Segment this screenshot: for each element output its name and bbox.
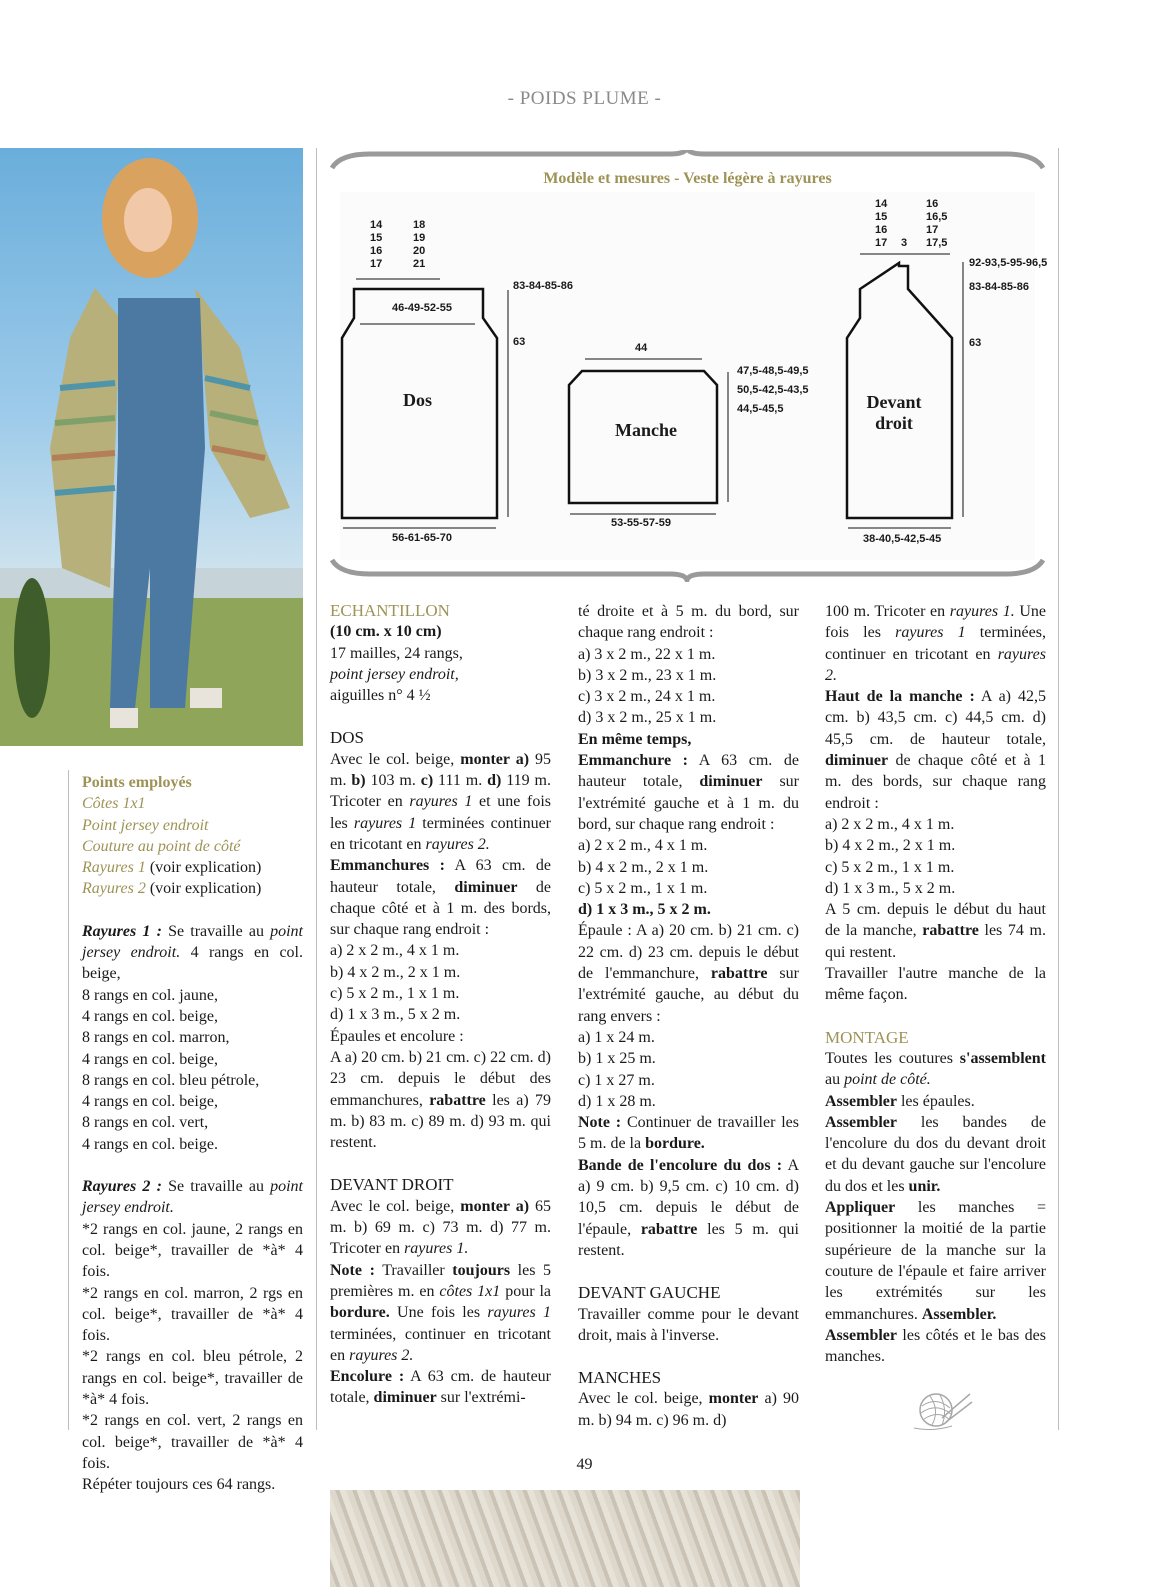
ray1-text2: 4 rangs en col. beige, bbox=[82, 944, 303, 983]
ray2-line: *2 rangs en col. jaune, 2 rangs en col. beige*, travailler de *à* 4 fois. bbox=[82, 1220, 303, 1281]
t: toujours bbox=[452, 1261, 511, 1279]
manche-label: Manche bbox=[615, 420, 677, 440]
point-jersey: Point jersey endroit bbox=[82, 816, 209, 834]
t: rayures 2. bbox=[825, 645, 1046, 684]
meme-temps: En même temps, bbox=[578, 730, 692, 748]
t: pour la bbox=[500, 1282, 552, 1300]
t: rayures 1 bbox=[409, 793, 473, 811]
t: diminuer bbox=[825, 752, 889, 770]
t: A a) 42,5 cm. b) 43,5 cm. c) 44,5 cm. d) 45,5 cm. de hauteur totale, bbox=[825, 688, 1046, 748]
col4-line: c) 5 x 2 m., 1 x 1 m. bbox=[825, 858, 955, 876]
ray2-line: *2 rangs en col. vert, 2 rangs en col. beige*, travailler de *à* 4 fois. bbox=[82, 1412, 303, 1472]
t: les 74 m. qui restent. bbox=[825, 922, 1046, 961]
t: monter bbox=[708, 1390, 759, 1408]
point-rayures-1 bbox=[82, 857, 303, 878]
t: 100 m. Tricoter en bbox=[825, 603, 950, 620]
devant-shoulder-a bbox=[875, 198, 887, 250]
t: A 5 cm. depuis le début du haut de la manche, bbox=[825, 901, 1046, 940]
t: A 63 cm. de hauteur totale, bbox=[330, 1368, 551, 1407]
devant-label-1: Devant bbox=[866, 392, 922, 412]
t: rayures 1. bbox=[404, 1240, 469, 1258]
t: Avec le col. beige, bbox=[330, 750, 461, 768]
dos-shoulder-b-3: 20 bbox=[413, 245, 426, 257]
devant-shoulder-a-1: 14 bbox=[875, 198, 888, 210]
column-2 bbox=[330, 600, 551, 1409]
col3-line: a) 3 x 2 m., 22 x 1 m. bbox=[578, 645, 716, 663]
t: Toutes les coutures bbox=[825, 1049, 960, 1067]
knit-texture-image bbox=[330, 1490, 800, 1587]
col3-line: d) 1 x 28 m. bbox=[578, 1092, 656, 1110]
t: sur l'extrémité gauche et à 1 m. du bord, sur chaque rang endroit : bbox=[578, 773, 800, 833]
col4-para: Travailler l'autre manche de la même façon. bbox=[825, 965, 1046, 1004]
t: sur l'extrémi- bbox=[436, 1389, 526, 1407]
dos-shoulder-a-3: 16 bbox=[370, 245, 383, 257]
col4-line: a) 2 x 2 m., 4 x 1 m. bbox=[825, 815, 955, 833]
t: Assembler. bbox=[921, 1305, 997, 1323]
devant-shoulder-b-4: 17,5 bbox=[926, 237, 948, 249]
t: rayures 1 bbox=[353, 814, 417, 832]
ray1-line: 8 rangs en col. vert, bbox=[82, 1114, 209, 1132]
t: Note : bbox=[578, 1114, 622, 1132]
t: Épaule : A a) 20 cm. b) 21 cm. c) 22 cm. d) 23 cm. depuis le début de l'emmanchure, bbox=[578, 922, 799, 983]
t: s'assemblent bbox=[959, 1049, 1046, 1067]
page-header: - POIDS PLUME - bbox=[507, 88, 662, 109]
epaules-head: Épaules et encolure : bbox=[330, 1027, 464, 1045]
ray1-line: 8 rangs en col. marron, bbox=[82, 1029, 230, 1047]
devant-height-b: 83-84-85-86 bbox=[969, 281, 1029, 293]
ray2-italic: point jersey endroit. bbox=[82, 1178, 303, 1217]
t: 65 m. b) 69 m. c) 73 m. d) 77 m. Tricoter en bbox=[330, 1197, 552, 1258]
montage-para bbox=[825, 1112, 1046, 1197]
epaules-para bbox=[330, 1047, 551, 1153]
dos-shoulder-b-1: 18 bbox=[413, 219, 426, 231]
manches-para bbox=[578, 1388, 799, 1431]
t: Bande de l'encolure du dos : bbox=[578, 1156, 783, 1174]
t: diminuer bbox=[373, 1389, 437, 1407]
t: 111 m. bbox=[433, 772, 488, 790]
t: terminées, continuer en tricotant en bbox=[330, 1325, 551, 1364]
devant-height-a: 92-93,5-95-96,5 bbox=[969, 257, 1048, 269]
t: monter a) bbox=[460, 1197, 530, 1215]
t: Une fois les bbox=[825, 603, 1047, 642]
col4-para bbox=[825, 601, 1046, 686]
t: diminuer bbox=[699, 773, 763, 791]
t: sur l'extrémité gauche, au début du rang envers : bbox=[578, 965, 799, 1025]
ray2-text1: Se travaille au bbox=[161, 1178, 271, 1196]
column-rule-left bbox=[316, 148, 317, 1430]
dos-shoulder-a-4: 17 bbox=[370, 258, 383, 270]
r1-name: Rayures 1 bbox=[82, 859, 146, 877]
manche-top: 44 bbox=[635, 342, 648, 354]
t: point de côté. bbox=[844, 1071, 931, 1089]
t: A a) 9 cm. b) 9,5 cm. c) 10 cm. d) 10,5 cm. depuis le début de l'épaule, bbox=[578, 1156, 800, 1238]
t: les bandes de l'encolure du dos du devant droit et du devant gauche sur l'encolure du dos et les bbox=[825, 1113, 1046, 1195]
t: terminées, continuer en tricotant en bbox=[825, 624, 1046, 663]
t: 95 m. bbox=[330, 750, 552, 790]
bande-para bbox=[578, 1155, 799, 1261]
devant-shoulder-a-4: 17 bbox=[875, 237, 888, 249]
t: Emmanchure : bbox=[578, 752, 689, 770]
t: bordure. bbox=[330, 1304, 390, 1322]
dos-shoulder-b-2: 19 bbox=[413, 232, 426, 244]
points-title: Points employés bbox=[82, 774, 192, 791]
column-rule-right bbox=[1058, 148, 1059, 1430]
t: d) bbox=[487, 772, 502, 790]
rayures-1-intro bbox=[82, 921, 303, 985]
emmanchures-para bbox=[330, 855, 551, 940]
t: Assembler bbox=[825, 1326, 897, 1344]
devant-shoulder-b-3: 17 bbox=[926, 224, 939, 236]
model-photo bbox=[0, 148, 303, 746]
col4-line: b) 4 x 2 m., 2 x 1 m. bbox=[825, 837, 956, 855]
col3-line: c) 3 x 2 m., 24 x 1 m. bbox=[578, 688, 716, 706]
dos-width: 56-61-65-70 bbox=[392, 532, 452, 544]
column-4 bbox=[825, 601, 1046, 1367]
montage-para bbox=[825, 1048, 1046, 1091]
t: les manches = positionner la moitié de la partie supérieure de la manche sur la couture de l'épaule et faire arriver les extrémités sur les emmanchures. bbox=[825, 1199, 1046, 1323]
t: rayures 2. bbox=[349, 1346, 414, 1364]
ray1-italic: point jersey endroit. bbox=[82, 922, 303, 962]
ray1-text1: Se travaille au bbox=[161, 922, 271, 940]
t: les côtés et le bas des manches. bbox=[825, 1326, 1046, 1366]
montage-para bbox=[825, 1091, 1046, 1112]
devant-body-height: 63 bbox=[969, 337, 982, 349]
devant-shoulder-b bbox=[926, 198, 947, 250]
t: Assembler bbox=[825, 1113, 897, 1131]
montage-para bbox=[825, 1197, 1046, 1325]
ray1-line: 4 rangs en col. beige, bbox=[82, 1050, 218, 1068]
manches-title: MANCHES bbox=[578, 1368, 662, 1388]
point-couture: Couture au point de côté bbox=[82, 837, 241, 855]
ray1-line: 4 rangs en col. beige. bbox=[82, 1135, 218, 1153]
t: rayures 1. bbox=[949, 603, 1015, 620]
devant-label-2: droit bbox=[875, 413, 913, 433]
ray1-head: Rayures 1 : bbox=[82, 922, 162, 940]
dos-label: Dos bbox=[403, 390, 433, 410]
dos-shoulder-a-1: 14 bbox=[370, 219, 383, 231]
t: A 63 cm. de hauteur totale, bbox=[330, 857, 552, 896]
t: bordure. bbox=[645, 1135, 705, 1153]
t: et une fois les bbox=[330, 793, 551, 832]
dos-shoulder-b bbox=[413, 219, 425, 271]
t: Haut de la manche : bbox=[825, 688, 975, 706]
col3-line: c) 1 x 27 m. bbox=[578, 1071, 655, 1089]
t: les a) 79 m. b) 83 m. c) 89 m. d) 93 m. qui restent. bbox=[330, 1091, 552, 1152]
t: Encolure : bbox=[330, 1368, 405, 1386]
column-1 bbox=[82, 772, 303, 1496]
echantillon-size: (10 cm. x 10 cm) bbox=[330, 623, 442, 641]
emmanchure-para bbox=[578, 750, 799, 835]
t: c) bbox=[420, 772, 434, 790]
t: au bbox=[825, 1071, 845, 1089]
ray2-head: Rayures 2 : bbox=[82, 1178, 162, 1196]
dos-para bbox=[330, 749, 551, 855]
r2-note: (voir explication) bbox=[145, 880, 262, 898]
manche-width: 53-55-57-59 bbox=[611, 517, 671, 529]
devant-shoulder-b-1: 16 bbox=[926, 198, 939, 210]
devant-width: 38-40,5-42,5-45 bbox=[863, 533, 942, 545]
t: les 5 premières m. en bbox=[330, 1261, 552, 1300]
manche-height-2: 50,5-42,5-43,5 bbox=[737, 384, 809, 396]
diagram-title: Modèle et mesures - Veste légère à rayures bbox=[543, 170, 832, 187]
echantillon-title: ECHANTILLON bbox=[330, 601, 450, 620]
note-para bbox=[578, 1112, 799, 1155]
t: de chaque côté et à 1 m. des bords, sur chaque rang endroit : bbox=[825, 752, 1046, 812]
t: A a) 20 cm. b) 21 cm. c) 22 cm. d) 23 cm. depuis le début des emmanchures, bbox=[330, 1048, 551, 1109]
t: Une fois les bbox=[389, 1304, 488, 1322]
t: Avec le col. beige, bbox=[330, 1197, 461, 1215]
devant-droit-title: DEVANT DROIT bbox=[330, 1175, 454, 1195]
epaule-para bbox=[578, 920, 799, 1026]
col4-para bbox=[825, 899, 1046, 963]
t: rayures 1 bbox=[487, 1304, 551, 1322]
t: Travailler bbox=[374, 1261, 453, 1279]
devant-gauche-title: DEVANT GAUCHE bbox=[578, 1283, 721, 1303]
ray1-line: 4 rangs en col. beige, bbox=[82, 1007, 218, 1025]
montage-title: MONTAGE bbox=[825, 1027, 909, 1047]
col3-line: b) 4 x 2 m., 2 x 1 m. bbox=[578, 858, 709, 876]
montage-para bbox=[825, 1325, 1046, 1368]
t: Avec le col. beige, bbox=[578, 1390, 709, 1408]
encolure-para bbox=[330, 1366, 551, 1409]
t: de chaque côté et à 1 m. des bords, sur chaque rang endroit : bbox=[330, 878, 552, 939]
t: 103 m. bbox=[365, 772, 421, 790]
column-rule-col1 bbox=[68, 770, 69, 1430]
col3-line: c) 5 x 2 m., 1 x 1 m. bbox=[578, 879, 708, 897]
ray1-line: 8 rangs en col. jaune, bbox=[82, 986, 218, 1004]
dos-body-height: 63 bbox=[513, 336, 526, 348]
devant-shoulder-b-2: 16,5 bbox=[926, 211, 948, 223]
manche-heights bbox=[737, 362, 809, 419]
t: b) bbox=[351, 772, 366, 790]
t: les 5 m. qui restent. bbox=[578, 1220, 799, 1259]
t: rabattre bbox=[429, 1091, 486, 1109]
ray2-line: Répéter toujours ces 64 rangs. bbox=[82, 1476, 276, 1494]
t: rayures 1 bbox=[895, 624, 966, 642]
t: terminées continuer en tricotant en bbox=[330, 814, 551, 853]
t: rayures 2. bbox=[425, 835, 490, 853]
col3-line: b) 1 x 25 m. bbox=[578, 1050, 656, 1068]
dos-title: DOS bbox=[330, 728, 365, 748]
ray2-line: *2 rangs en col. bleu pétrole, 2 rangs en col. beige*, travailler de *à* 4 fois. bbox=[82, 1348, 303, 1409]
rayures-2-intro bbox=[82, 1176, 303, 1219]
manche-height-1: 47,5-48,5-49,5 bbox=[737, 365, 809, 377]
haut-manche-para bbox=[825, 686, 1046, 814]
dos-total-height: 83-84-85-86 bbox=[513, 280, 573, 292]
t: 119 m. Tricoter en bbox=[330, 772, 551, 811]
t: diminuer bbox=[454, 878, 518, 896]
col3-line: d) 1 x 3 m., 5 x 2 m. bbox=[578, 901, 711, 919]
emm-line: d) 1 x 3 m., 5 x 2 m. bbox=[330, 1006, 461, 1024]
dos-shoulder-a-2: 15 bbox=[370, 232, 383, 244]
t: côtes 1x1 bbox=[439, 1282, 501, 1300]
col3-line: d) 3 x 2 m., 25 x 1 m. bbox=[578, 709, 717, 727]
point-rayures-2 bbox=[82, 878, 303, 899]
col4-line: d) 1 x 3 m., 5 x 2 m. bbox=[825, 879, 956, 897]
dos-neck-measure: 46-49-52-55 bbox=[392, 302, 452, 314]
devant-label bbox=[858, 392, 930, 434]
devant-droit-para bbox=[330, 1196, 551, 1260]
t: Assembler bbox=[825, 1092, 897, 1110]
t: a) 90 m. b) 94 m. c) 96 m. d) bbox=[578, 1390, 799, 1429]
t: rabattre bbox=[922, 922, 979, 940]
page-number: 49 bbox=[576, 1456, 593, 1473]
t: monter a) bbox=[460, 750, 530, 768]
t: Note : bbox=[330, 1261, 375, 1279]
col3-line: a) 1 x 24 m. bbox=[578, 1028, 655, 1046]
model-illustration bbox=[0, 148, 303, 746]
t: Appliquer bbox=[825, 1199, 896, 1217]
devant-gauche-para: Travailler comme pour le devant droit, mais à l'inverse. bbox=[578, 1305, 799, 1344]
emm-line: a) 2 x 2 m., 4 x 1 m. bbox=[330, 942, 460, 960]
ray1-line: 8 rangs en col. bleu pétrole, bbox=[82, 1071, 260, 1089]
t: Continuer de travailler les 5 m. de la bbox=[578, 1114, 800, 1153]
echantillon-line: point jersey endroit, bbox=[330, 665, 459, 683]
devant-shoulder-a-3: 16 bbox=[875, 224, 888, 236]
dos-shoulder-b-4: 21 bbox=[413, 258, 426, 270]
t: rabattre bbox=[640, 1220, 698, 1238]
yarn-ball-icon bbox=[912, 1388, 974, 1432]
col3-line: b) 3 x 2 m., 23 x 1 m. bbox=[578, 666, 717, 684]
t: Emmanchures : bbox=[330, 857, 445, 875]
ray2-line: *2 rangs en col. marron, 2 rgs en col. beige*, travailler de *à* 4 fois. bbox=[82, 1284, 303, 1345]
echantillon-line: aiguilles n° 4 ½ bbox=[330, 687, 431, 705]
dos-shoulder-a bbox=[370, 219, 382, 271]
emm-line: b) 4 x 2 m., 2 x 1 m. bbox=[330, 963, 461, 981]
devant-shoulder-a-2: 15 bbox=[875, 211, 888, 223]
col3-para: té droite et à 5 m. du bord, sur chaque rang endroit : bbox=[578, 603, 799, 642]
emm-line: c) 5 x 2 m., 1 x 1 m. bbox=[330, 985, 460, 1003]
manche-height-3: 44,5-45,5 bbox=[737, 403, 784, 415]
point-cotes: Côtes 1x1 bbox=[82, 795, 146, 813]
ray1-line: 4 rangs en col. beige, bbox=[82, 1093, 218, 1111]
t: les épaules. bbox=[896, 1092, 975, 1110]
col3-line: a) 2 x 2 m., 4 x 1 m. bbox=[578, 837, 708, 855]
t: unir. bbox=[908, 1177, 941, 1195]
r2-name: Rayures 2 bbox=[82, 880, 146, 898]
column-3 bbox=[578, 601, 799, 1431]
echantillon-line: 17 mailles, 24 rangs, bbox=[330, 644, 463, 662]
devant-border: 3 bbox=[901, 237, 908, 249]
note-para bbox=[330, 1260, 551, 1366]
t: rabattre bbox=[710, 965, 768, 983]
r1-note: (voir explication) bbox=[145, 859, 262, 877]
t: A 63 cm. de hauteur totale, bbox=[578, 752, 800, 791]
